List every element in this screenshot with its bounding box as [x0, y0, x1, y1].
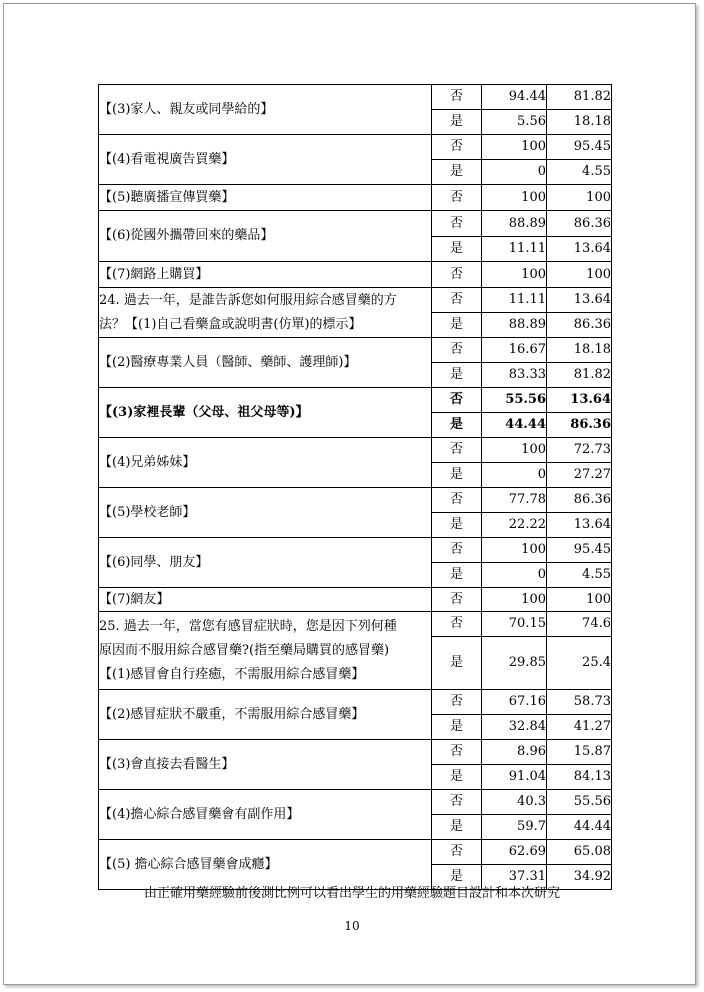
value-cell-1: 8.96	[482, 740, 547, 765]
answer-cell: 是	[432, 765, 482, 790]
answer-cell: 否	[432, 690, 482, 715]
value-cell-2: 4.55	[547, 160, 612, 185]
value-cell-2: 95.45	[547, 135, 612, 160]
value-cell-1: 62.69	[482, 840, 547, 865]
question-label	[99, 790, 432, 840]
question-label-line: 【(3)家裡長輩（父母、祖父母等)】	[99, 404, 309, 420]
value-cell-2: 86.36	[547, 211, 612, 237]
question-label-line: 【(4)看電視廣告買藥】	[99, 151, 235, 167]
value-cell-2: 25.4	[547, 637, 612, 690]
table-row	[99, 840, 612, 865]
value-cell-1: 83.33	[482, 363, 547, 388]
answer-cell: 是	[432, 563, 482, 588]
question-label-line: 【(5) 擔心綜合感冒藥會成癮】	[99, 856, 278, 872]
value-cell-2: 65.08	[547, 840, 612, 865]
value-cell-1: 67.16	[482, 690, 547, 715]
value-cell-2: 72.73	[547, 438, 612, 463]
table-row	[99, 588, 612, 612]
answer-cell: 否	[432, 588, 482, 612]
value-cell-1: 94.44	[482, 85, 547, 110]
answer-cell: 是	[432, 815, 482, 840]
answer-cell: 是	[432, 160, 482, 185]
answer-cell: 是	[432, 413, 482, 438]
value-cell-1: 11.11	[482, 237, 547, 262]
page-number: 10	[344, 919, 360, 933]
question-label	[99, 211, 432, 262]
answer-cell: 否	[432, 211, 482, 237]
question-label-line: 原因而不服用綜合感冒藥?(指至藥局購買的感冒藥)	[99, 642, 390, 658]
table-row	[99, 338, 612, 363]
value-cell-1: 37.31	[482, 865, 547, 890]
value-cell-2: 27.27	[547, 463, 612, 488]
value-cell-1: 91.04	[482, 765, 547, 790]
value-cell-2: 86.36	[547, 488, 612, 513]
table-row	[99, 135, 612, 160]
value-cell-2: 81.82	[547, 85, 612, 110]
question-label-line: 【(1)感冒會自行痊癒，不需服用綜合感冒藥】	[99, 666, 365, 682]
table-row	[99, 538, 612, 563]
question-label	[99, 388, 432, 438]
value-cell-2: 41.27	[547, 715, 612, 740]
answer-cell: 否	[432, 185, 482, 211]
survey-results-table	[98, 84, 612, 890]
question-label	[99, 338, 432, 388]
value-cell-1: 77.78	[482, 488, 547, 513]
question-label	[99, 185, 432, 211]
question-label-line: 【(6)同學、朋友】	[99, 554, 209, 570]
answer-cell: 否	[432, 135, 482, 160]
answer-cell: 否	[432, 538, 482, 563]
value-cell-1: 100	[482, 588, 547, 612]
answer-cell: 否	[432, 85, 482, 110]
table-row	[99, 612, 612, 637]
question-label-line: 法？【(1)自己看藥盒或說明書(仿單)的標示】	[99, 316, 362, 332]
table-body	[99, 85, 612, 890]
question-label-line: 24. 過去一年，是誰告訴您如何服用綜合感冒藥的方	[99, 292, 397, 308]
answer-cell: 否	[432, 790, 482, 815]
answer-cell: 否	[432, 262, 482, 288]
value-cell-2: 13.64	[547, 388, 612, 413]
value-cell-1: 11.11	[482, 288, 547, 313]
question-label	[99, 740, 432, 790]
question-label	[99, 488, 432, 538]
table-row	[99, 488, 612, 513]
value-cell-2: 95.45	[547, 538, 612, 563]
table-row	[99, 438, 612, 463]
table-row	[99, 388, 612, 413]
table-row	[99, 740, 612, 765]
value-cell-2: 13.64	[547, 237, 612, 262]
table-row	[99, 288, 612, 313]
value-cell-1: 100	[482, 262, 547, 288]
value-cell-2: 55.56	[547, 790, 612, 815]
value-cell-1: 0	[482, 160, 547, 185]
question-label	[99, 538, 432, 588]
question-label	[99, 135, 432, 185]
value-cell-2: 18.18	[547, 110, 612, 135]
question-label-line: 【(4)擔心綜合感冒藥會有副作用】	[99, 806, 300, 822]
answer-cell: 否	[432, 288, 482, 313]
value-cell-1: 0	[482, 563, 547, 588]
value-cell-1: 44.44	[482, 413, 547, 438]
value-cell-2: 86.36	[547, 413, 612, 438]
answer-cell: 是	[432, 865, 482, 890]
question-label-line: 【(3)家人、親友或同學給的】	[99, 101, 274, 117]
question-label-line: 【(5)聽廣播宣傳買藥】	[99, 189, 235, 205]
question-label	[99, 690, 432, 740]
table-row	[99, 185, 612, 211]
table-row	[99, 690, 612, 715]
value-cell-1: 100	[482, 185, 547, 211]
question-label-line: 【(2)醫療專業人員（醫師、藥師、護理師)】	[99, 354, 357, 370]
value-cell-1: 100	[482, 538, 547, 563]
table-row	[99, 262, 612, 288]
value-cell-1: 40.3	[482, 790, 547, 815]
answer-cell: 否	[432, 388, 482, 413]
question-label	[99, 840, 432, 890]
value-cell-2: 84.13	[547, 765, 612, 790]
table-row	[99, 211, 612, 237]
answer-cell: 是	[432, 637, 482, 690]
answer-cell: 否	[432, 488, 482, 513]
answer-cell: 是	[432, 363, 482, 388]
question-label-line: 【(7)網路上購買】	[99, 266, 209, 282]
answer-cell: 是	[432, 237, 482, 262]
answer-cell: 否	[432, 740, 482, 765]
value-cell-1: 55.56	[482, 388, 547, 413]
value-cell-1: 32.84	[482, 715, 547, 740]
question-label-line: 25. 過去一年，當您有感冒症狀時，您是因下列何種	[99, 618, 397, 634]
caption-text: 由正確用藥經驗前後測比例可以看出學生的用藥經驗題目設計和本次研究	[143, 886, 560, 901]
question-label	[99, 262, 432, 288]
value-cell-1: 22.22	[482, 513, 547, 538]
value-cell-2: 18.18	[547, 338, 612, 363]
value-cell-1: 5.56	[482, 110, 547, 135]
question-label-line: 【(4)兄弟姊妹】	[99, 454, 196, 470]
value-cell-1: 88.89	[482, 211, 547, 237]
value-cell-2: 86.36	[547, 313, 612, 338]
table-row	[99, 790, 612, 815]
question-label	[99, 588, 432, 612]
value-cell-2: 13.64	[547, 288, 612, 313]
question-label	[99, 288, 432, 338]
question-label	[99, 438, 432, 488]
value-cell-2: 81.82	[547, 363, 612, 388]
value-cell-1: 70.15	[482, 612, 547, 637]
value-cell-1: 29.85	[482, 637, 547, 690]
value-cell-1: 100	[482, 438, 547, 463]
question-label-line: 【(2)感冒症狀不嚴重，不需服用綜合感冒藥】	[99, 706, 365, 722]
question-label-line: 【(6)從國外攜帶回來的藥品】	[99, 228, 274, 243]
value-cell-2: 34.92	[547, 865, 612, 890]
value-cell-2: 4.55	[547, 563, 612, 588]
answer-cell: 是	[432, 513, 482, 538]
value-cell-2: 74.6	[547, 612, 612, 637]
answer-cell: 否	[432, 840, 482, 865]
value-cell-1: 100	[482, 135, 547, 160]
value-cell-2: 44.44	[547, 815, 612, 840]
value-cell-1: 16.67	[482, 338, 547, 363]
table-row	[99, 85, 612, 110]
answer-cell: 是	[432, 110, 482, 135]
value-cell-2: 100	[547, 588, 612, 612]
value-cell-1: 0	[482, 463, 547, 488]
question-label	[99, 85, 432, 135]
value-cell-2: 13.64	[547, 513, 612, 538]
answer-cell: 否	[432, 612, 482, 637]
question-label-line: 【(7)網友】	[99, 591, 170, 607]
value-cell-2: 15.87	[547, 740, 612, 765]
question-label-line: 【(5)學校老師】	[99, 504, 196, 520]
value-cell-2: 100	[547, 262, 612, 288]
value-cell-2: 58.73	[547, 690, 612, 715]
answer-cell: 否	[432, 338, 482, 363]
answer-cell: 是	[432, 463, 482, 488]
value-cell-2: 100	[547, 185, 612, 211]
value-cell-1: 88.89	[482, 313, 547, 338]
answer-cell: 是	[432, 313, 482, 338]
question-label-line: 【(3)會直接去看醫生】	[99, 756, 235, 772]
answer-cell: 是	[432, 715, 482, 740]
question-label	[99, 612, 432, 690]
value-cell-1: 59.7	[482, 815, 547, 840]
answer-cell: 否	[432, 438, 482, 463]
